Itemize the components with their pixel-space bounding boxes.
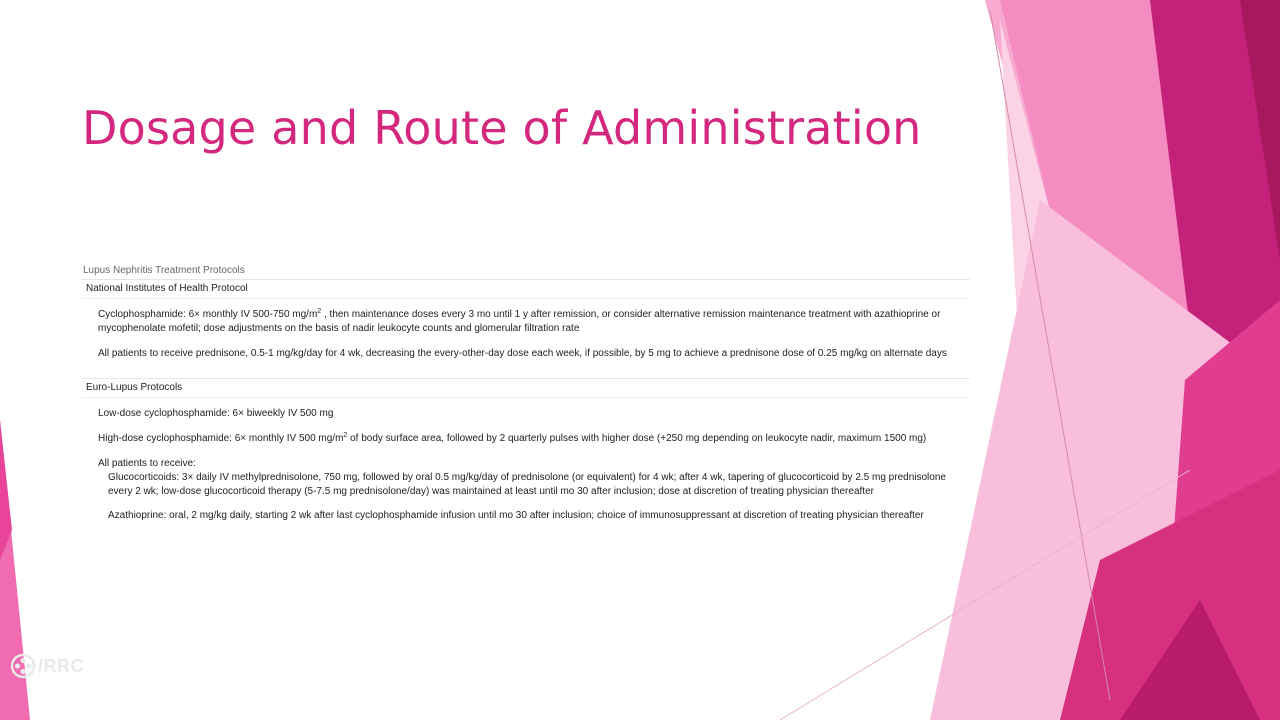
protocol-table: [82, 279, 970, 539]
euro-high-dose-text: High-dose cyclophosphamide: 6× monthly IV 500 $mg/m^2$ of body surface area, followed by 2 quarterly pulses with higher dose (+250 mg depending on leukocyte nadir, maximum 1500 mg): [98, 432, 927, 444]
section-heading-nih: National Institutes of Health Protocol: [82, 279, 970, 299]
rrc-logo: [10, 653, 84, 679]
section-heading-euro-lupus: Euro-Lupus Protocols: [82, 378, 970, 398]
nih-prednisone-text: All patients to receive prednisone, 0.5-1 mg/kg/day for 4 wk, decreasing the every-other-day dose each week, if possible, by 5 mg to achieve a prednisone dose of 0.25 mg/kg on alternate days: [98, 348, 947, 359]
slide-title: Dosage and Route of Administration: [82, 100, 922, 155]
film-reel-icon: [10, 653, 36, 679]
all-patients-label: All patients to receive:: [98, 458, 196, 469]
section-body-nih: [82, 299, 970, 378]
section-body-euro-lupus: [82, 398, 970, 539]
glucocorticoids-text: Glucocorticoids: 3× daily IV methylprednisolone, 750 mg, followed by oral 0.5 mg/kg/day of prednisolone (or equivalent) for 4 wk; after 4 wk, tapering of glucocorticoid by 2.5 mg prednisolone every 2 wk; low-dose glucocorticoid therapy (5-7.5 mg prednisolone/day) was maintained at least until mo 30 after inclusion; dose at discretion of treating physician thereafter: [108, 472, 946, 497]
logo-text: /RRC: [38, 655, 84, 676]
euro-low-dose-text: Low-dose cyclophosphamide: 6× biweekly IV 500 mg: [98, 408, 334, 419]
nih-cyclophosphamide-text: Cyclophosphamide: 6× monthly IV 500-750 $mg/m^2$ , then maintenance doses every 3 mo until 1 y after remission, or consider alternative remission maintenance treatment with azathioprine or mycophenolate mofetil; dose adjustments on the basis of nadir leukocyte counts and glomerular filtration rate: [98, 308, 941, 334]
azathioprine-text: Azathioprine: oral, 2 mg/kg daily, starting 2 wk after last cyclophosphamide infusion until mo 30 after inclusion; choice of immunosuppressant at discretion of treating physician thereafter: [108, 510, 924, 521]
table-caption: Lupus Nephritis Treatment Protocols: [83, 265, 245, 276]
